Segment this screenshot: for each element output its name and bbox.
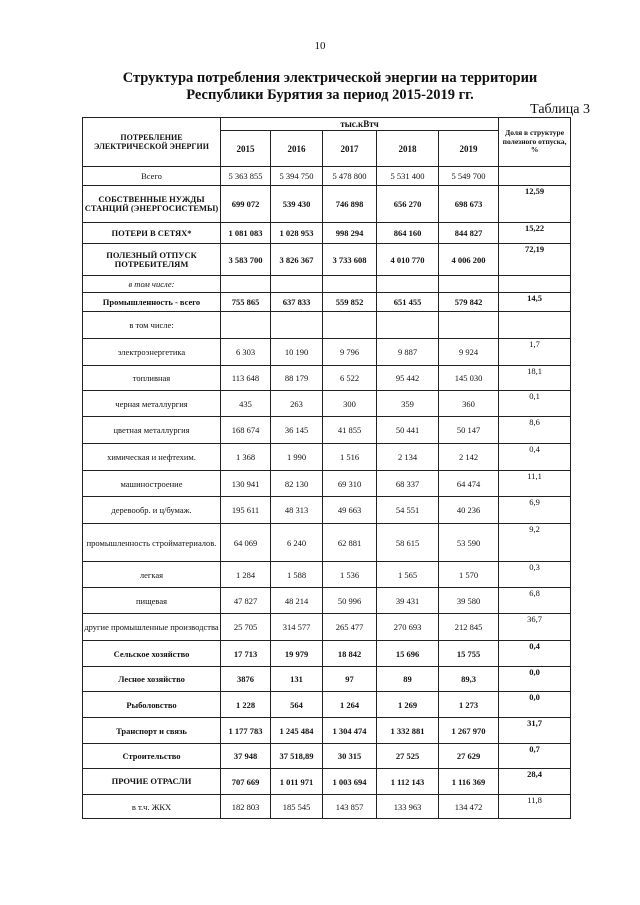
value-cell: 113 648	[221, 366, 271, 391]
row-label: топливная	[83, 366, 221, 391]
value-cell: 64 069	[221, 524, 271, 562]
table-row	[83, 744, 571, 769]
row-label: цветная металлургия	[83, 417, 221, 444]
value-cell: 97	[323, 667, 377, 692]
value-cell: 1 011 971	[271, 769, 323, 795]
value-cell: 1 990	[271, 444, 323, 471]
value-cell: 2 142	[439, 444, 499, 471]
share-cell: 0,1	[499, 391, 571, 417]
value-cell: 746 898	[323, 186, 377, 223]
table-row	[83, 667, 571, 692]
table-row	[83, 471, 571, 497]
value-cell: 564	[271, 692, 323, 718]
table-row	[83, 366, 571, 391]
value-cell	[221, 312, 271, 339]
value-cell: 82 130	[271, 471, 323, 497]
row-label: химическая и нефтехим.	[83, 444, 221, 471]
value-cell: 41 855	[323, 417, 377, 444]
value-cell: 39 580	[439, 588, 499, 614]
value-cell	[271, 312, 323, 339]
value-cell: 9 924	[439, 339, 499, 366]
value-cell: 1 284	[221, 562, 271, 588]
value-cell: 48 214	[271, 588, 323, 614]
value-cell: 50 996	[323, 588, 377, 614]
table-row	[83, 588, 571, 614]
value-cell: 4 006 200	[439, 244, 499, 276]
value-cell	[439, 312, 499, 339]
value-cell: 1 116 369	[439, 769, 499, 795]
value-cell: 656 270	[377, 186, 439, 223]
value-cell: 18 842	[323, 641, 377, 667]
row-label: Промышленность - всего	[83, 293, 221, 312]
table-row	[83, 293, 571, 312]
value-cell: 50 441	[377, 417, 439, 444]
header-year: 2019	[439, 131, 499, 167]
value-cell: 134 472	[439, 795, 499, 819]
table-row	[83, 562, 571, 588]
value-cell: 1 570	[439, 562, 499, 588]
share-cell: 6,9	[499, 497, 571, 524]
share-cell: 0,4	[499, 444, 571, 471]
row-label: электроэнергетика	[83, 339, 221, 366]
header-year: 2015	[221, 131, 271, 167]
value-cell: 1 516	[323, 444, 377, 471]
table-label: Таблица 3	[530, 102, 590, 117]
value-cell	[323, 312, 377, 339]
share-cell: 15,22	[499, 223, 571, 244]
share-cell: 9,2	[499, 524, 571, 562]
value-cell: 37 948	[221, 744, 271, 769]
value-cell: 15 755	[439, 641, 499, 667]
row-label: ПОТЕРИ В СЕТЯХ*	[83, 223, 221, 244]
value-cell: 89,3	[439, 667, 499, 692]
value-cell: 69 310	[323, 471, 377, 497]
share-cell	[499, 312, 571, 339]
value-cell: 95 442	[377, 366, 439, 391]
value-cell: 699 072	[221, 186, 271, 223]
value-cell: 864 160	[377, 223, 439, 244]
value-cell: 49 663	[323, 497, 377, 524]
row-label: Строительство	[83, 744, 221, 769]
value-cell: 1 304 474	[323, 718, 377, 744]
consumption-table	[82, 117, 571, 819]
value-cell	[271, 276, 323, 293]
table-row	[83, 641, 571, 667]
share-cell: 12,59	[499, 186, 571, 223]
row-label: промышленность стройматериалов.	[83, 524, 221, 562]
row-label: Лесное хозяйство	[83, 667, 221, 692]
value-cell: 62 881	[323, 524, 377, 562]
value-cell	[377, 276, 439, 293]
value-cell: 651 455	[377, 293, 439, 312]
value-cell: 3 826 367	[271, 244, 323, 276]
value-cell: 48 313	[271, 497, 323, 524]
header-consumption: ПОТРЕБЛЕНИЕ ЭЛЕКТРИЧЕСКОЙ ЭНЕРГИИ	[83, 118, 221, 167]
value-cell: 168 674	[221, 417, 271, 444]
value-cell: 359	[377, 391, 439, 417]
value-cell: 30 315	[323, 744, 377, 769]
share-cell	[499, 167, 571, 186]
header-unit: тыс.кВтч	[221, 118, 499, 131]
value-cell: 5 363 855	[221, 167, 271, 186]
value-cell: 637 833	[271, 293, 323, 312]
share-cell: 36,7	[499, 614, 571, 641]
value-cell: 195 611	[221, 497, 271, 524]
value-cell: 1 028 953	[271, 223, 323, 244]
value-cell: 1 565	[377, 562, 439, 588]
value-cell: 5 394 750	[271, 167, 323, 186]
value-cell: 1 177 783	[221, 718, 271, 744]
share-cell: 6,8	[499, 588, 571, 614]
table-row	[83, 223, 571, 244]
table-row	[83, 444, 571, 471]
value-cell: 559 852	[323, 293, 377, 312]
row-label: в т.ч. ЖКХ	[83, 795, 221, 819]
value-cell: 6 303	[221, 339, 271, 366]
value-cell: 68 337	[377, 471, 439, 497]
table-row	[83, 718, 571, 744]
row-label: машиностроение	[83, 471, 221, 497]
value-cell: 3876	[221, 667, 271, 692]
row-label: ПРОЧИЕ ОТРАСЛИ	[83, 769, 221, 795]
title-line-2: Республики Бурятия за период 2015-2019 гг.	[186, 87, 474, 103]
table-row	[83, 391, 571, 417]
value-cell: 1 332 881	[377, 718, 439, 744]
share-cell: 0,7	[499, 744, 571, 769]
row-label: Рыболовство	[83, 692, 221, 718]
value-cell: 54 551	[377, 497, 439, 524]
value-cell: 25 705	[221, 614, 271, 641]
value-cell: 27 525	[377, 744, 439, 769]
value-cell: 1 228	[221, 692, 271, 718]
share-cell: 0,3	[499, 562, 571, 588]
table-row	[83, 167, 571, 186]
table-row	[83, 339, 571, 366]
value-cell: 143 857	[323, 795, 377, 819]
value-cell: 15 696	[377, 641, 439, 667]
value-cell: 53 590	[439, 524, 499, 562]
value-cell: 6 240	[271, 524, 323, 562]
value-cell: 698 673	[439, 186, 499, 223]
table-row	[83, 524, 571, 562]
value-cell: 1 368	[221, 444, 271, 471]
value-cell: 17 713	[221, 641, 271, 667]
value-cell: 360	[439, 391, 499, 417]
value-cell: 1 081 083	[221, 223, 271, 244]
value-cell: 1 264	[323, 692, 377, 718]
value-cell: 755 865	[221, 293, 271, 312]
value-cell: 40 236	[439, 497, 499, 524]
value-cell: 27 629	[439, 744, 499, 769]
table-row	[83, 614, 571, 641]
share-cell: 18,1	[499, 366, 571, 391]
value-cell: 47 827	[221, 588, 271, 614]
value-cell: 58 615	[377, 524, 439, 562]
value-cell: 10 190	[271, 339, 323, 366]
share-cell: 0,0	[499, 667, 571, 692]
value-cell: 50 147	[439, 417, 499, 444]
value-cell	[439, 276, 499, 293]
page-number: 10	[314, 40, 326, 52]
value-cell: 9 796	[323, 339, 377, 366]
value-cell: 539 430	[271, 186, 323, 223]
table-row	[83, 692, 571, 718]
value-cell: 9 887	[377, 339, 439, 366]
row-label: Транспорт и связь	[83, 718, 221, 744]
value-cell: 3 583 700	[221, 244, 271, 276]
value-cell: 212 845	[439, 614, 499, 641]
row-label: другие промышленные производства	[83, 614, 221, 641]
value-cell	[323, 276, 377, 293]
value-cell	[377, 312, 439, 339]
row-label: в том числе:	[83, 276, 221, 293]
value-cell: 314 577	[271, 614, 323, 641]
value-cell: 1 112 143	[377, 769, 439, 795]
value-cell: 270 693	[377, 614, 439, 641]
row-label: деревообр. и ц/бумаж.	[83, 497, 221, 524]
row-label: Сельское хозяйство	[83, 641, 221, 667]
header-share: Доля в структуре полезного отпуска, %	[499, 118, 571, 167]
value-cell: 36 145	[271, 417, 323, 444]
share-cell: 31,7	[499, 718, 571, 744]
value-cell: 3 733 608	[323, 244, 377, 276]
value-cell: 182 803	[221, 795, 271, 819]
table-row	[83, 244, 571, 276]
share-cell: 11,8	[499, 795, 571, 819]
value-cell: 88 179	[271, 366, 323, 391]
value-cell: 1 273	[439, 692, 499, 718]
header-year: 2016	[271, 131, 323, 167]
value-cell: 145 030	[439, 366, 499, 391]
header-year: 2018	[377, 131, 439, 167]
row-label: ПОЛЕЗНЫЙ ОТПУСК ПОТРЕБИТЕЛЯМ	[83, 244, 221, 276]
value-cell: 1 003 694	[323, 769, 377, 795]
table-row	[83, 417, 571, 444]
value-cell: 5 549 700	[439, 167, 499, 186]
table-row	[83, 795, 571, 819]
row-label: черная металлургия	[83, 391, 221, 417]
value-cell: 998 294	[323, 223, 377, 244]
value-cell: 64 474	[439, 471, 499, 497]
value-cell	[221, 276, 271, 293]
value-cell: 4 010 770	[377, 244, 439, 276]
value-cell: 1 269	[377, 692, 439, 718]
value-cell: 263	[271, 391, 323, 417]
row-label: пищевая	[83, 588, 221, 614]
share-cell: 11,1	[499, 471, 571, 497]
table-row	[83, 769, 571, 795]
value-cell: 1 245 484	[271, 718, 323, 744]
row-label: в том числе:	[83, 312, 221, 339]
value-cell: 2 134	[377, 444, 439, 471]
value-cell: 19 979	[271, 641, 323, 667]
share-cell: 8,6	[499, 417, 571, 444]
row-label: Всего	[83, 167, 221, 186]
share-cell: 1,7	[499, 339, 571, 366]
value-cell: 5 478 800	[323, 167, 377, 186]
table-row	[83, 276, 571, 293]
row-label: СОБСТВЕННЫЕ НУЖДЫ СТАНЦИЙ (ЭНЕРГОСИСТЕМЫ)	[83, 186, 221, 223]
document-title	[100, 70, 560, 104]
value-cell: 1 588	[271, 562, 323, 588]
share-cell: 72,19	[499, 244, 571, 276]
share-cell: 14,5	[499, 293, 571, 312]
value-cell: 133 963	[377, 795, 439, 819]
value-cell: 130 941	[221, 471, 271, 497]
value-cell: 844 827	[439, 223, 499, 244]
value-cell: 1 536	[323, 562, 377, 588]
table-row	[83, 312, 571, 339]
value-cell: 579 842	[439, 293, 499, 312]
value-cell: 39 431	[377, 588, 439, 614]
value-cell: 37 518,89	[271, 744, 323, 769]
value-cell: 6 522	[323, 366, 377, 391]
value-cell: 265 477	[323, 614, 377, 641]
value-cell: 707 669	[221, 769, 271, 795]
value-cell: 300	[323, 391, 377, 417]
value-cell: 131	[271, 667, 323, 692]
table-row	[83, 497, 571, 524]
share-cell: 28,4	[499, 769, 571, 795]
value-cell: 89	[377, 667, 439, 692]
share-cell	[499, 276, 571, 293]
table-row	[83, 186, 571, 223]
share-cell: 0,0	[499, 692, 571, 718]
title-line-1: Структура потребления электрической энергии на территории	[122, 70, 538, 86]
value-cell: 5 531 400	[377, 167, 439, 186]
share-cell: 0,4	[499, 641, 571, 667]
value-cell: 1 267 970	[439, 718, 499, 744]
value-cell: 435	[221, 391, 271, 417]
row-label: легкая	[83, 562, 221, 588]
value-cell: 185 545	[271, 795, 323, 819]
header-year: 2017	[323, 131, 377, 167]
